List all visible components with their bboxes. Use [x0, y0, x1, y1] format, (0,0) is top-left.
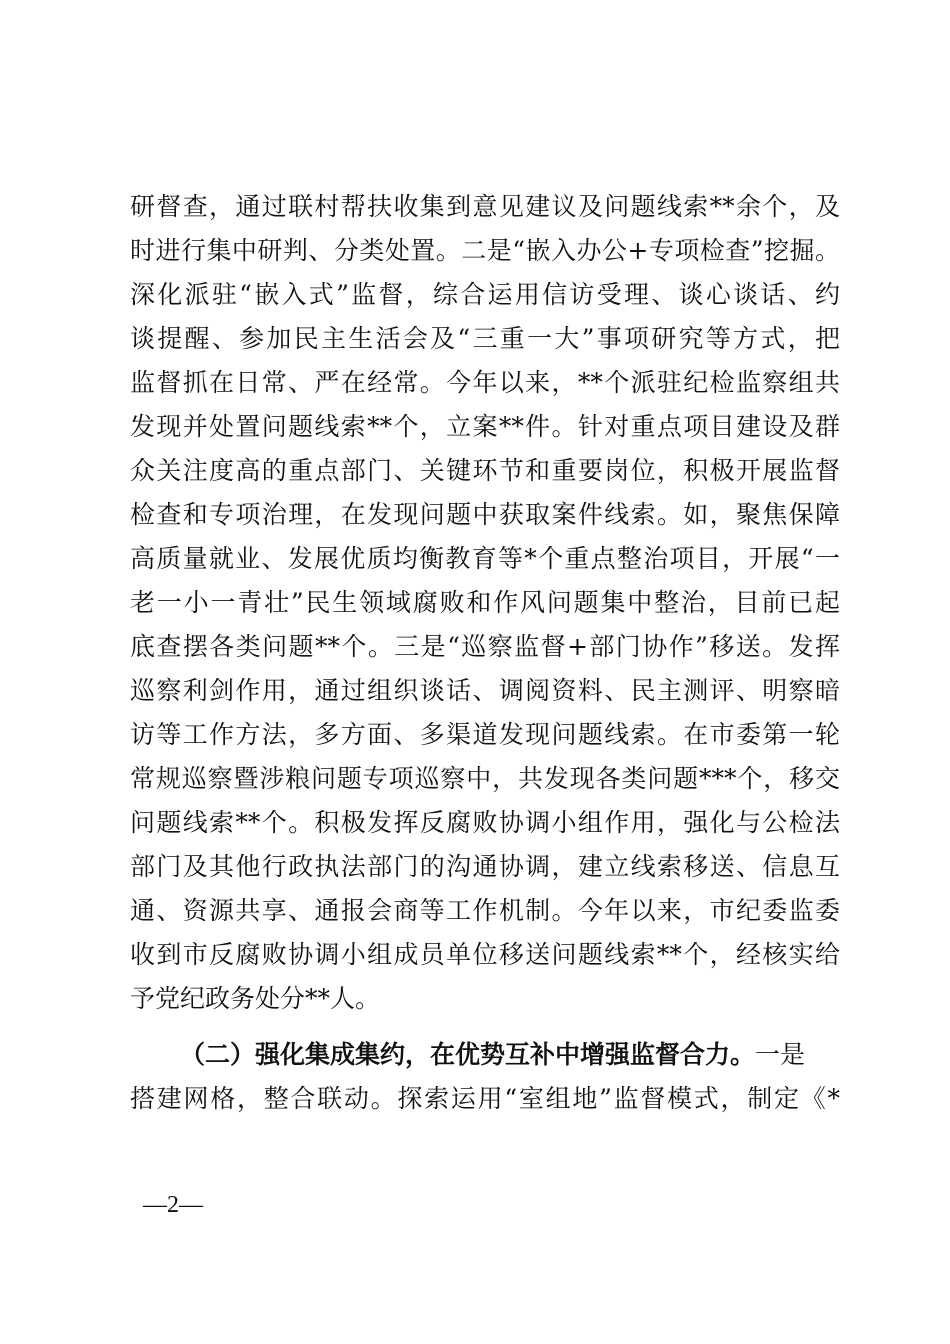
- text-line: 问题线索**个。积极发挥反腐败协调小组作用，强化与公检法: [130, 808, 840, 837]
- text-line: 底查摆各类问题**个。三是“巡察监督+部门协作”移送。发挥: [130, 632, 840, 661]
- section-heading-tail: 一是: [755, 1040, 806, 1069]
- text-line: 高质量就业、发展优质均衡教育等*个重点整治项目，开展“一: [130, 544, 840, 573]
- text-line: 研督查，通过联村帮扶收集到意见建议及问题线索**余个，及: [130, 192, 840, 221]
- text-line: 收到市反腐败协调小组成员单位移送问题线索**个，经核实给: [130, 940, 840, 969]
- section-heading-line: [130, 1033, 840, 1077]
- text-line: 老一小一青壮”民生领域腐败和作风问题集中整治，目前已起: [130, 588, 840, 617]
- text-line: 众关注度高的重点部门、关键环节和重要岗位，积极开展监督: [130, 456, 840, 485]
- text-line: 谈提醒、参加民主生活会及“三重一大”事项研究等方式，把: [130, 324, 840, 353]
- text-line: 访等工作方法，多方面、多渠道发现问题线索。在市委第一轮: [130, 720, 840, 749]
- body-text: [130, 185, 840, 1121]
- text-line: 巡察利剑作用，通过组织谈话、调阅资料、民主测评、明察暗: [130, 676, 840, 705]
- text-line: 检查和专项治理，在发现问题中获取案件线索。如，聚焦保障: [130, 500, 840, 529]
- text-line: 时进行集中研判、分类处置。二是“嵌入办公+专项检查”挖掘。: [130, 236, 840, 265]
- text-line: 予党纪政务处分**人。: [130, 984, 381, 1013]
- page-number: —2—: [143, 1192, 203, 1218]
- text-line: 监督抓在日常、严在经常。今年以来，**个派驻纪检监察组共: [130, 368, 840, 397]
- section-heading: （二）强化集成集约，在优势互补中增强监督合力。: [180, 1040, 756, 1069]
- text-line: 部门及其他行政执法部门的沟通协调，建立线索移送、信息互: [130, 852, 840, 881]
- text-line: 通、资源共享、通报会商等工作机制。今年以来，市纪委监委: [130, 896, 840, 925]
- text-line: 搭建网格，整合联动。探索运用“室组地”监督模式，制定《*: [130, 1084, 840, 1113]
- text-line: 常规巡察暨涉粮问题专项巡察中，共发现各类问题***个，移交: [130, 764, 840, 793]
- text-line: 深化派驻“嵌入式”监督，综合运用信访受理、谈心谈话、约: [130, 280, 840, 309]
- text-line: 发现并处置问题线索**个，立案**件。针对重点项目建设及群: [130, 412, 840, 441]
